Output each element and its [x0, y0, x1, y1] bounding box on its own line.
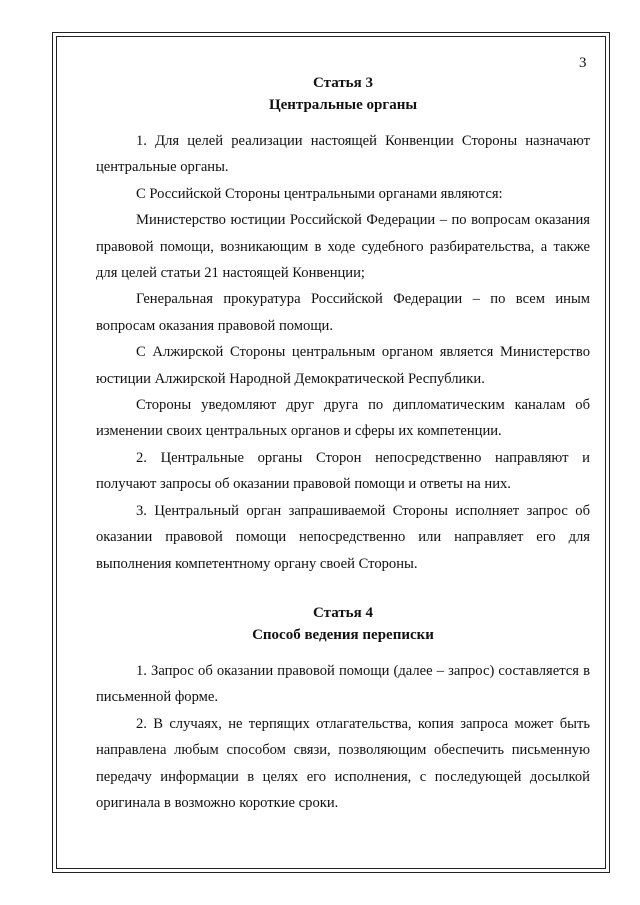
- page-number: 3: [579, 55, 587, 71]
- article-3-paragraph: Генеральная прокуратура Российской Федерации – по всем иным вопросам оказания правовой помощи.: [96, 291, 590, 334]
- article-3-paragraph: С Алжирской Стороны центральным органом является Министерство юстиции Алжирской Народной Демократической Республики.: [96, 344, 590, 387]
- article-4-paragraph: 1. Запрос об оказании правовой помощи (далее – запрос) составляется в письменной форме.: [96, 662, 590, 706]
- article-3-title: Центральные органы: [268, 97, 418, 113]
- section-gap: [96, 577, 590, 602]
- article-4-paragraph: 2. В случаях, не терпящих отлагательства, копия запроса может быть направлена любым способом связи, позволяющим обеспечить письменную передачу информации в целях его исполнения, с последующей досылкой оригинала в возможно короткие сроки.: [96, 715, 590, 811]
- article-3-paragraph: Стороны уведомляют друг друга по дипломатическим каналам об изменении своих центральных органов и сферы их компетенции.: [96, 397, 590, 440]
- article-3-heading: Статья 3: [313, 75, 373, 91]
- article-3-paragraph: С Российской Стороны центральными органами являются:: [136, 185, 503, 202]
- article-3: [96, 72, 590, 577]
- article-3-paragraph: Министерство юстиции Российской Федерации – по вопросам оказания правовой помощи, возникающим в ходе судебного разбирательства, а также для целей статьи 21 настоящей Конвенции;: [96, 212, 590, 282]
- article-3-paragraph: 3. Центральный орган запрашиваемой Стороны исполняет запрос об оказании правовой помощи непосредственно или направляет его для выполнения компетентному органу своей Стороны.: [96, 502, 590, 572]
- article-3-paragraph: 1. Для целей реализации настоящей Конвенции Стороны назначают центральные органы.: [96, 133, 590, 176]
- article-4-heading: Статья 4: [313, 604, 373, 621]
- article-4: [96, 602, 590, 816]
- article-3-paragraph: 2. Центральные органы Сторон непосредственно направляют и получают запросы об оказании правовой помощи и ответы на них.: [96, 449, 590, 493]
- article-4-title: Способ ведения переписки: [252, 626, 434, 643]
- document-body: [96, 72, 590, 816]
